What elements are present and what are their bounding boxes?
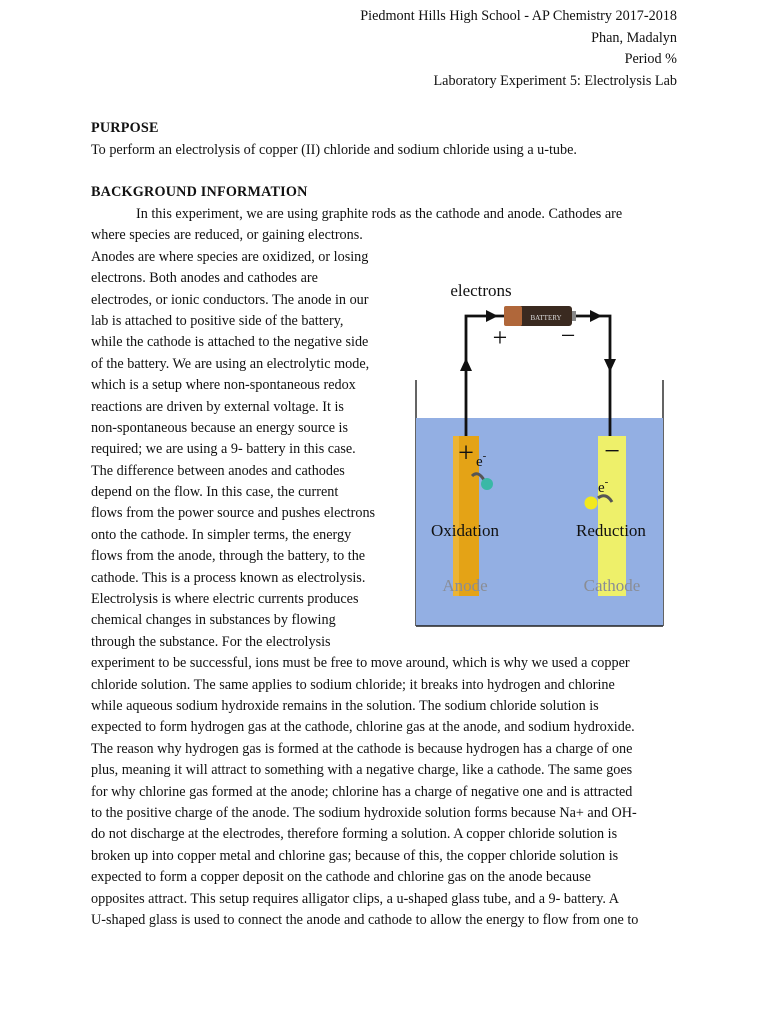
paragraph-line: which is a setup where non-spontaneous redox — [91, 377, 356, 394]
paragraph-line: The difference between anodes and cathodes — [91, 462, 345, 479]
document-header — [360, 6, 677, 92]
paragraph-line: Electrolysis is where electric currents produces — [91, 591, 359, 608]
paragraph-line: expected to form a copper deposit on the cathode and chlorine gas on the anode because — [91, 869, 591, 886]
paragraph-line: do not discharge at the electrodes, therefore forming a solution. A copper chloride solution is — [91, 826, 618, 843]
paragraph-line: flows from the power source and pushes electrons — [91, 505, 376, 522]
anode-label: Anode — [442, 576, 488, 595]
paragraph-line: The reason why hydrogen gas is formed at the cathode is because hydrogen has a charge of one — [91, 740, 633, 757]
electrons-label: electrons — [450, 281, 512, 300]
paragraph-line: cathode. This is a process known as electrolysis. — [91, 569, 366, 586]
paragraph-line: chloride solution. The same applies to sodium chloride; it breaks into hydrogen and chlorine — [91, 676, 615, 693]
cathode-electron-dot — [585, 497, 598, 510]
cathode-label: Cathode — [583, 576, 641, 595]
paragraph-line: electrons. Both anodes and cathodes are — [91, 270, 318, 287]
paragraph-line: chemical changes in substances by flowing — [91, 612, 336, 629]
school-course-line: Piedmont Hills High School - AP Chemistry 2017-2018 — [360, 8, 677, 24]
paragraph-line: experiment to be successful, ions must be free to move around, which is why we used a copper — [91, 655, 630, 672]
paragraph-line: expected to form hydrogen gas at the cathode, chlorine gas at the anode, and sodium hydroxide. — [91, 719, 635, 736]
anode-electron-dot — [481, 478, 493, 490]
paragraph-line: non-spontaneous because an energy source is — [91, 419, 349, 436]
paragraph-line: through the substance. For the electrolysis — [91, 633, 331, 650]
paragraph-line: of the battery. We are using an electrolytic mode, — [91, 355, 370, 372]
paragraph-line: while the cathode is attached to the negative side — [91, 334, 369, 351]
lab-title: Laboratory Experiment 5: Electrolysis Lab — [433, 72, 677, 89]
paragraph-line: plus, meaning it will attract to something with a negative charge, like a cathode. The same goes — [91, 762, 633, 779]
paragraph-line: for why chlorine gas formed at the anode; chlorine has a charge of negative one and is attracted — [91, 783, 633, 800]
paragraph-line: depend on the flow. In this case, the current — [91, 484, 339, 501]
paragraph-line: Anodes are where species are oxidized, or losing — [91, 248, 369, 265]
paragraph-line: onto the cathode. In simpler terms, the energy — [91, 526, 352, 543]
anode-electron-symbol: e- — [476, 450, 487, 470]
anode-plus-sign: + — [458, 438, 474, 469]
paragraph-line: while aqueous sodium hydroxide remains in the solution. The sodium chloride solution is — [91, 697, 599, 714]
electrolysis-diagram — [414, 276, 666, 628]
wire-arrow-up — [460, 358, 472, 371]
paragraph-line: where species are reduced, or gaining electrons. — [91, 227, 363, 244]
paragraph-line: broken up into copper metal and chlorine gas; because of this, the copper chloride solution is — [91, 847, 619, 864]
reduction-label: Reduction — [576, 521, 646, 540]
paragraph-line: electrodes, or ionic conductors. The anode in our — [91, 291, 369, 308]
paragraph-line: to the positive charge of the anode. The sodium hydroxide solution forms because Na+ and OH- — [91, 804, 637, 821]
paragraph-line: flows from the anode, through the battery, to the — [91, 548, 366, 565]
paragraph-line: U-shaped glass is used to connect the anode and cathode to allow the energy to flow from one to — [91, 911, 639, 928]
wire-arrow-right-right — [590, 310, 602, 322]
paragraph-line: required; we are using a 9- battery in this case. — [91, 441, 356, 458]
cathode-electron-symbol: e- — [598, 476, 609, 496]
purpose-text: To perform an electrolysis of copper (II) chloride and sodium chloride using a u-tube. — [91, 142, 577, 158]
battery-minus-sign: − — [560, 321, 576, 350]
oxidation-label: Oxidation — [431, 521, 499, 540]
paragraph-line: reactions are driven by external voltage. It is — [91, 398, 344, 415]
paragraph-line: lab is attached to positive side of the battery, — [91, 312, 344, 329]
purpose-heading: PURPOSE — [91, 120, 159, 136]
wire-arrow-right-left — [486, 310, 498, 322]
battery-plus-sign: + — [492, 323, 508, 352]
background-heading: BACKGROUND INFORMATION — [91, 184, 308, 200]
student-name: Phan, Madalyn — [591, 29, 677, 46]
paragraph-line: In this experiment, we are using graphite rods as the cathode and anode. Cathodes are — [136, 206, 623, 222]
wire-arrow-down — [604, 359, 616, 372]
period-line: Period % — [624, 51, 677, 68]
battery-label: BATTERY — [530, 314, 562, 322]
paragraph-line: opposites attract. This setup requires alligator clips, a u-shaped glass tube, and a 9- battery. A — [91, 890, 619, 907]
cathode-minus-sign: − — [604, 436, 620, 467]
